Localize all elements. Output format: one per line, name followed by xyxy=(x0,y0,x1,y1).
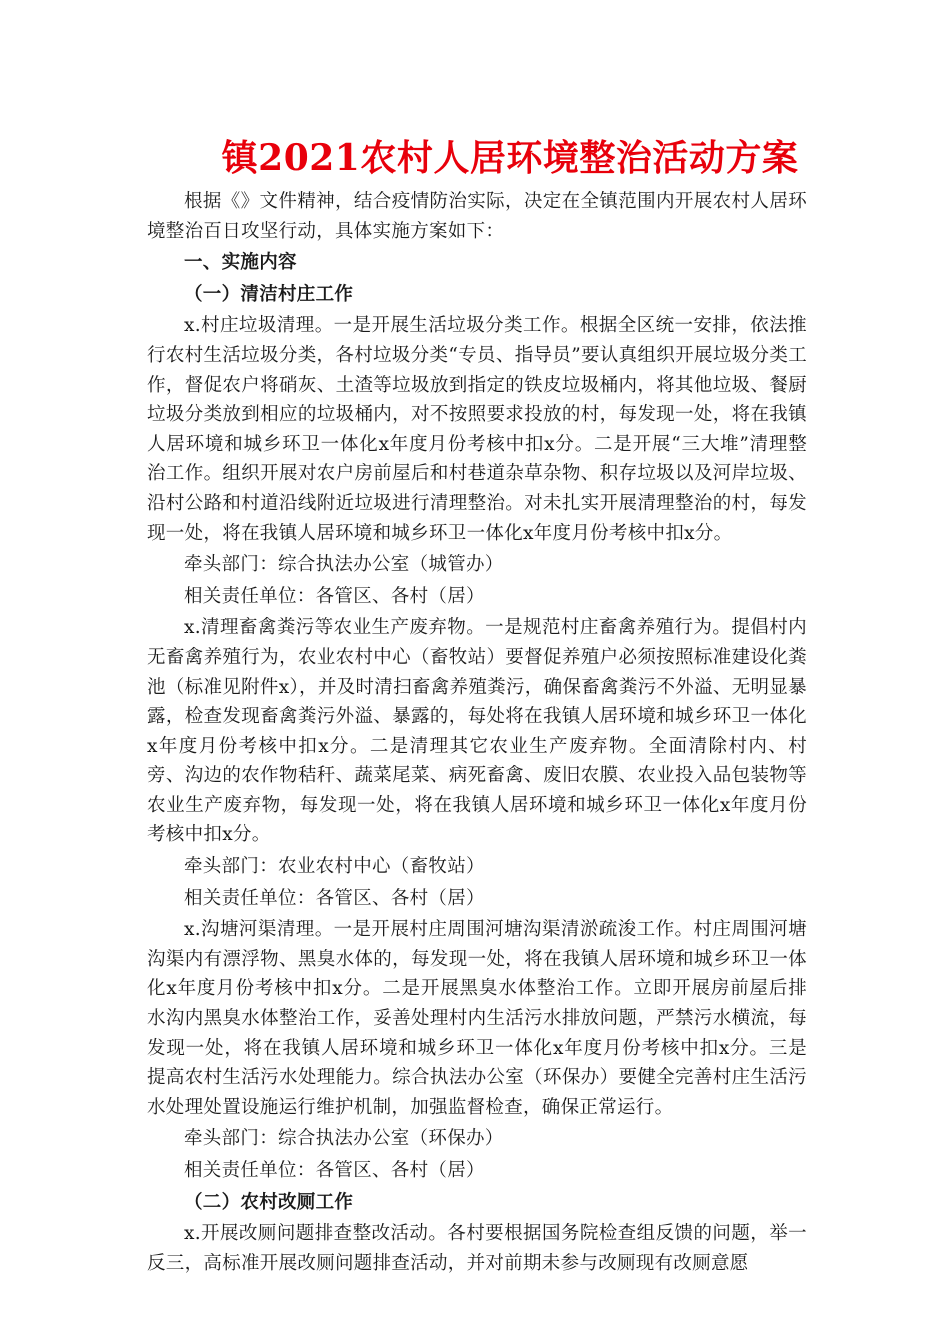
subsection-heading-clean-village: （一）清洁村庄工作 xyxy=(184,283,354,305)
document-body xyxy=(147,187,807,1278)
responsible-units-1: 相关责任单位：各管区、各村（居） xyxy=(184,585,485,607)
intro-paragraph: 根据《》文件精神，结合疫情防治实际，决定在全镇范围内开展农村人居环境整治百日攻坚行动，具体实施方案如下： xyxy=(147,191,807,242)
document-title: 镇2021农村人居环境整治活动方案 xyxy=(221,137,799,179)
paragraph-livestock-waste: x.清理畜禽粪污等农业生产废弃物。一是规范村庄畜禽养殖行为。提倡村内无畜禽养殖行为，农业农村中心（畜牧站）要督促养殖户必须按照标准建设化粪池（标准见附件x），并及时清扫畜禽养殖粪污，确保畜禽粪污不外溢、无明显暴露，检查发现畜禽粪污外溢、暴露的，每处将在我镇人居环境和城乡环卫一体化x年度月份考核中扣x分。二是清理其它农业生产废弃物。全面清除村内、村旁、沟边的农作物秸秆、蔬菜尾菜、病死畜禽、废旧农膜、农业投入品包装物等农业生产废弃物，每发现一处，将在我镇人居环境和城乡环卫一体化x年度月份考核中扣x分。 xyxy=(147,617,807,846)
section-heading-implementation: 一、实施内容 xyxy=(184,252,297,274)
responsible-units-2: 相关责任单位：各管区、各村（居） xyxy=(184,887,485,909)
subsection-heading-toilet-reform: （二）农村改厕工作 xyxy=(184,1191,354,1213)
lead-department-1: 牵头部门：综合执法办公室（城管办） xyxy=(184,554,504,576)
lead-department-3: 牵头部门：综合执法办公室（环保办） xyxy=(184,1128,504,1150)
lead-department-2: 牵头部门：农业农村中心（畜牧站） xyxy=(184,856,485,878)
responsible-units-3: 相关责任单位：各管区、各村（居） xyxy=(184,1160,485,1181)
paragraph-toilet-inspection: x.开展改厕问题排查整改活动。各村要根据国务院检查组反馈的问题，举一反三，高标准开展改厕问题排查活动，并对前期未参与改厕现有改厕意愿 xyxy=(147,1223,807,1274)
paragraph-garbage-cleanup: x.村庄垃圾清理。一是开展生活垃圾分类工作。根据全区统一安排，依法推行农村生活垃圾分类，各村垃圾分类“专员、指导员”要认真组织开展垃圾分类工作，督促农户将硝灰、土渣等垃圾放到指定的铁皮垃圾桶内，将其他垃圾、餐厨垃圾分类放到相应的垃圾桶内，对不按照要求投放的村，每发现一处，将在我镇人居环境和城乡环卫一体化x年度月份考核中扣x分。二是开展“三大堆”清理整治工作。组织开展对农户房前屋后和村巷道杂草杂物、积存垃圾以及河岸垃圾、沿村公路和村道沿线附近垃圾进行清理整治。对未扎实开展清理整治的村，每发现一处，将在我镇人居环境和城乡环卫一体化x年度月份考核中扣x分。 xyxy=(147,315,807,544)
paragraph-ditch-cleanup: x.沟塘河渠清理。一是开展村庄周围河塘沟渠清淤疏浚工作。村庄周围河塘沟渠内有漂浮物、黑臭水体的，每发现一处，将在我镇人居环境和城乡环卫一体化x年度月份考核中扣x分。二是开展黑臭水体整治工作。立即开展房前屋后排水沟内黑臭水体整治工作，妥善处理村内生活污水排放问题，严禁污水横流，每发现一处，将在我镇人居环境和城乡环卫一体化x年度月份考核中扣x分。三是提高农村生活污水处理能力。综合执法办公室（环保办）要健全完善村庄生活污水处理处置设施运行维护机制，加强监督检查，确保正常运行。 xyxy=(147,919,807,1118)
